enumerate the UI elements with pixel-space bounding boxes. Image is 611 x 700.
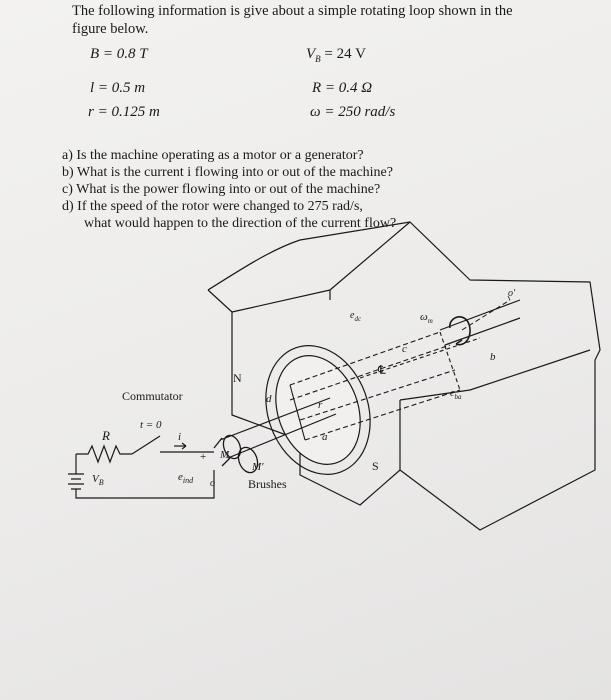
eba-label: $e_{ba}$ — [450, 388, 462, 401]
t0-label: t = 0 — [140, 419, 162, 431]
side-c-label: c — [402, 343, 407, 355]
external-circuit — [68, 436, 214, 498]
param-l: l = 0.5 m — [90, 80, 146, 96]
M-label: M — [220, 449, 230, 461]
resistor-label: R — [102, 428, 110, 443]
source-label: $V_B$ — [92, 473, 104, 487]
question-d: d) If the speed of the rotor were changed to 275 rad/s, — [62, 199, 363, 214]
omega-m-label: $\omega_m$ — [420, 311, 433, 325]
param-omega: ω = 250 rad/s — [310, 104, 396, 120]
north-pole-label: N — [233, 371, 242, 385]
axis-line — [462, 300, 510, 330]
Mprime-label: M' — [252, 461, 264, 473]
problem-intro: The following information is give about a simple rotating loop shown in the figure below. — [72, 3, 513, 37]
south-pole-label: S — [372, 459, 379, 473]
oprime-label: o' — [508, 288, 516, 299]
question-a: a) Is the machine operating as a motor or a generator? — [62, 148, 364, 163]
edc-label: $e_{dc}$ — [350, 310, 362, 323]
eind-label: $e_{ind}$ — [178, 471, 194, 485]
rotor-shaft — [220, 300, 520, 458]
centerline-symbol: ℄ — [378, 363, 386, 377]
o-label: o — [210, 478, 215, 489]
question-d-continued: what would happen to the direction of the current flow? — [84, 216, 397, 231]
side-d-label: d — [266, 393, 272, 405]
radius-label: r — [318, 399, 323, 411]
plus-label: + — [200, 451, 207, 463]
param-r: r = 0.125 m — [88, 104, 160, 120]
current-label: i — [178, 431, 182, 443]
param-B: B = 0.8 T — [90, 46, 148, 62]
param-VB: $V_B = 24$ V — [306, 46, 366, 64]
question-c: c) What is the power flowing into or out of the machine? — [62, 182, 381, 197]
side-b-label: b — [490, 351, 496, 363]
param-R: R = 0.4 Ω — [312, 80, 373, 96]
rotation-arrow-icon — [450, 317, 470, 345]
commutator-label: Commutator — [122, 389, 183, 403]
brushes-label: Brushes — [248, 477, 287, 491]
side-a-label: a — [322, 431, 328, 443]
question-b: b) What is the current i flowing into or out of the machine? — [62, 165, 393, 180]
